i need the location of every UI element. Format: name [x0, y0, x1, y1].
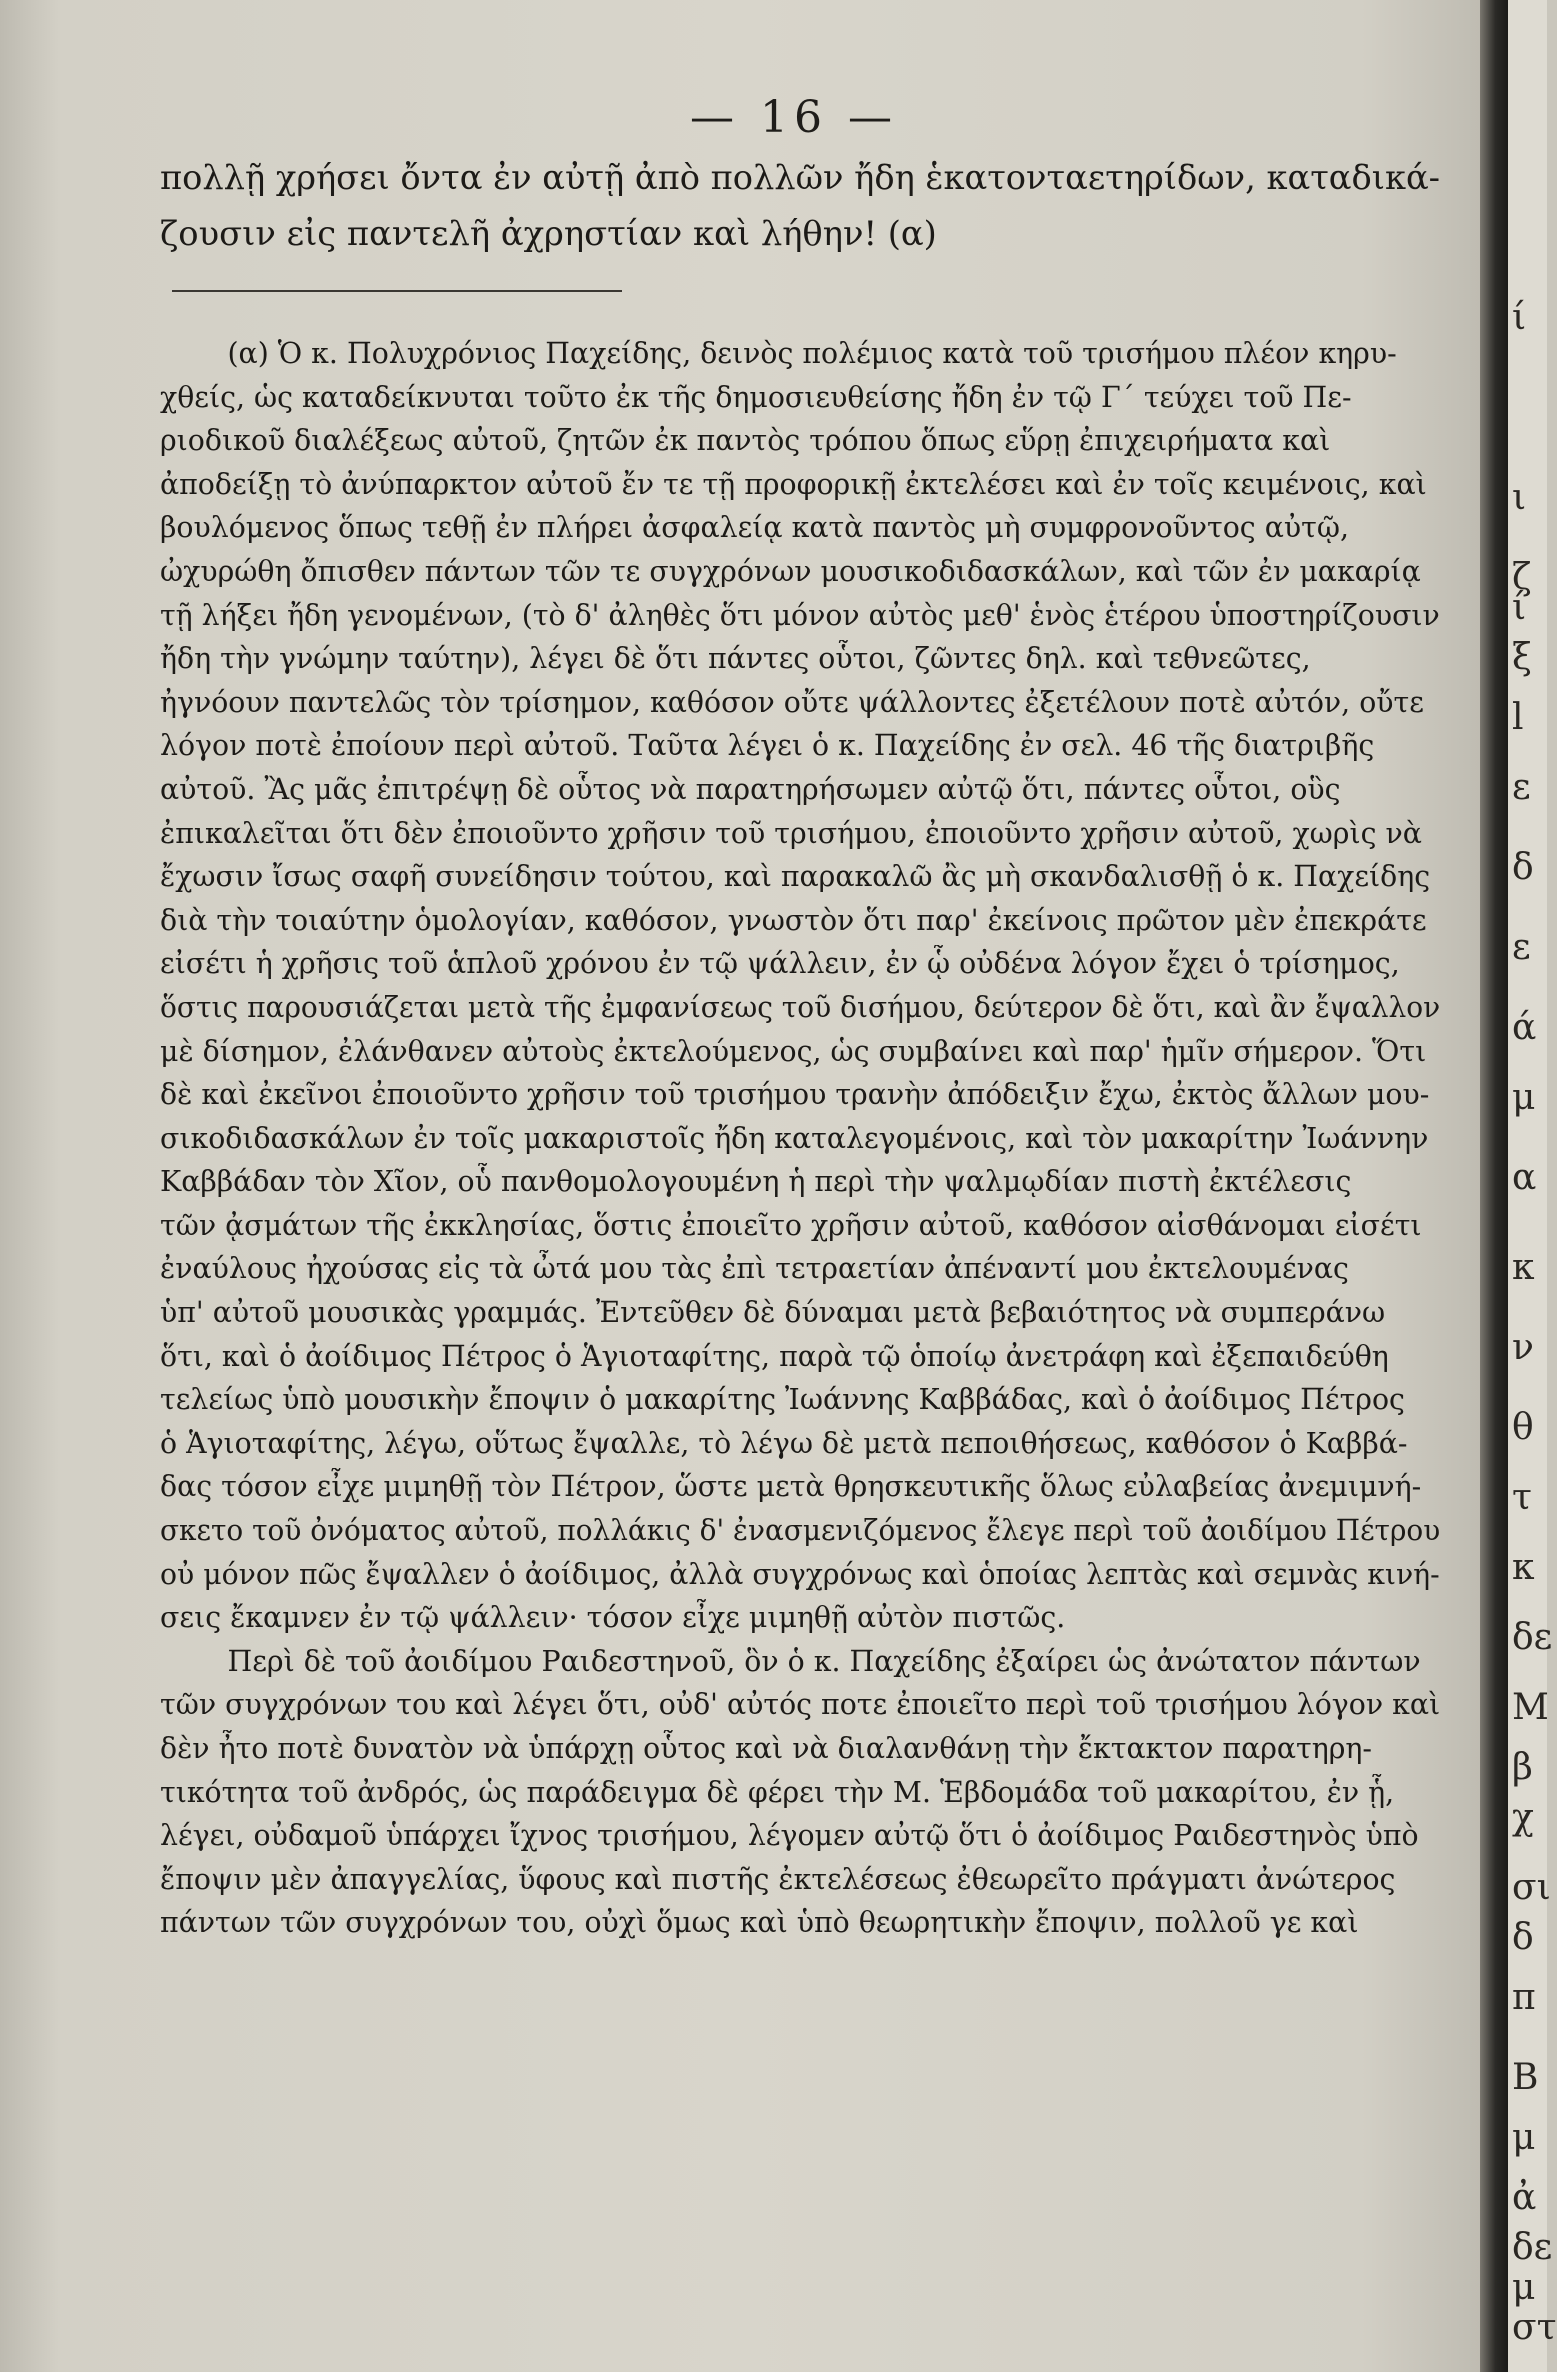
adjacent-page-character: ε [1512, 927, 1531, 968]
adjacent-page-character: π [1512, 1977, 1536, 2018]
footnote-line: ἠγνόουν παντελῶς τὸν τρίσημον, καθόσον οὔτε ψάλλοντες ἐξετέλουν ποτὲ αὐτόν, οὔτε [160, 684, 1424, 719]
footnote-line: ὑπ' αὐτοῦ μουσικὰς γραμμάς. Ἐντεῦθεν δὲ δύναμαι μετὰ βεβαιότητος νὰ συμπεράνω [160, 1295, 1386, 1330]
adjacent-page-character: Β [1512, 2057, 1539, 2098]
footnote-line: σεις ἔκαμνεν ἐν τῷ ψάλλειν· τόσον εἶχε μιμηθῇ αὐτὸν πιστῶς. [160, 1600, 1066, 1635]
footnote-line: δὲν ἦτο ποτὲ δυνατὸν νὰ ὑπάρχῃ οὗτος καὶ νὰ διαλανθάνῃ τὴν ἔκτακτον παρατηρη- [160, 1731, 1373, 1765]
footnote-line: τῶν συγχρόνων του καὶ λέγει ὅτι, οὐδ' αὐτός ποτε ἐποιεῖτο περὶ τοῦ τρισήμου λόγον καὶ [160, 1687, 1441, 1722]
adjacent-page-character: ί [1512, 587, 1527, 628]
adjacent-page-character: l [1512, 697, 1524, 738]
footnote-line: ἐπικαλεῖται ὅτι δὲν ἐποιοῦντο χρῆσιν τοῦ τρισήμου, ἐποιοῦντο χρῆσιν αὐτοῦ, χωρὶς νὰ [160, 815, 1422, 850]
footnote-line: ἤδη τὴν γνώμην ταύτην), λέγει δὲ ὅτι πάντες οὗτοι, ζῶντες δηλ. καὶ τεθνεῶτες, [160, 641, 1311, 676]
footnote-line: δὲ καὶ ἐκεῖνοι ἐποιοῦντο χρῆσιν τοῦ τρισήμου τρανὴν ἀπόδειξιν ἔχω, ἐκτὸς ἄλλων μου- [160, 1077, 1430, 1112]
footnote [160, 332, 1450, 1945]
adjacent-page-character: μ [1512, 2117, 1536, 2158]
main-text [160, 150, 1450, 262]
adjacent-page-character: α [1512, 1157, 1537, 1198]
adjacent-page-character: σι [1512, 1867, 1551, 1908]
adjacent-page-character: ε [1512, 767, 1531, 808]
adjacent-page-character: Μ [1512, 1687, 1549, 1728]
footnote-line: λόγον ποτὲ ἐποίουν περὶ αὐτοῦ. Ταῦτα λέγει ὁ κ. Παχείδης ἐν σελ. 46 τῆς διατριβῆς [160, 728, 1375, 763]
text-line: ζουσιν εἰς παντελῆ ἀχρηστίαν καὶ λήθην! (α) [160, 214, 937, 254]
adjacent-page-character: ν [1512, 1327, 1534, 1368]
footnote-line: τικότητα τοῦ ἀνδρός, ὡς παράδειγμα δὲ φέρει τὴν Μ. Ἑβδομάδα τοῦ μακαρίτου, ἐν ᾗ, [160, 1774, 1395, 1809]
footnote-line: Καββάδαν τὸν Χῖον, οὗ πανθομολογουμένη ἡ περὶ τὴν ψαλμῳδίαν πιστὴ ἐκτέλεσις [160, 1164, 1352, 1199]
adjacent-page-character: ἀ [1512, 2177, 1537, 2218]
adjacent-page-character: δε [1512, 1617, 1553, 1658]
book-spine-shadow [1480, 0, 1508, 2372]
page-number: — 16 — [690, 92, 898, 143]
adjacent-page-character: ί [1512, 297, 1527, 338]
page-text [160, 150, 1450, 1945]
adjacent-page-character: ά [1512, 1007, 1537, 1048]
footnote-line: ἀποδείξῃ τὸ ἀνύπαρκτον αὐτοῦ ἔν τε τῇ προφορικῇ ἐκτελέσει καὶ ἐν τοῖς κειμένοις, καὶ [160, 466, 1427, 501]
footnote-line: τελείως ὑπὸ μουσικὴν ἔποψιν ὁ μακαρίτης Ἰωάννης Καββάδας, καὶ ὁ ἀοίδιμος Πέτρος [160, 1382, 1405, 1417]
footnote-separator [172, 290, 622, 292]
footnote-line: μὲ δίσημον, ἐλάνθανεν αὐτοὺς ἐκτελούμενος, ὡς συμβαίνει καὶ παρ' ἡμῖν σήμερον. Ὅτι [160, 1033, 1427, 1068]
adjacent-page-character: δ [1512, 1917, 1534, 1958]
text-line: πολλῇ χρήσει ὄντα ἐν αὐτῇ ἀπὸ πολλῶν ἤδη ἑκατονταετηρίδων, καταδικά- [160, 158, 1441, 198]
adjacent-page-character: κ [1512, 1547, 1535, 1588]
adjacent-page-character: τ [1512, 1477, 1532, 1518]
footnote-line: (α) Ὁ κ. Πολυχρόνιος Παχείδης, δεινὸς πολέμιος κατὰ τοῦ τρισήμου πλέον κηρυ- [227, 336, 1397, 370]
footnote-line: ὅτι, καὶ ὁ ἀοίδιμος Πέτρος ὁ Ἁγιοταφίτης, παρὰ τῷ ὁποίῳ ἀνετράφη καὶ ἐξεπαιδεύθη [160, 1338, 1389, 1373]
adjacent-page-character: μ [1512, 2267, 1536, 2308]
footnote-line: σκετο τοῦ ὀνόματος αὐτοῦ, πολλάκις δ' ἐνασμενιζόμενος ἔλεγε περὶ τοῦ ἀοιδίμου Πέτρου [160, 1513, 1441, 1548]
adjacent-page-character: ξ [1512, 637, 1532, 678]
footnote-line: πάντων τῶν συγχρόνων του, οὐχὶ ὅμως καὶ ὑπὸ θεωρητικὴν ἔποψιν, πολλοῦ γε καὶ [160, 1905, 1359, 1940]
adjacent-page-character: θ [1512, 1407, 1534, 1448]
footnote-line: βουλόμενος ὅπως τεθῇ ἐν πλήρει ἀσφαλείᾳ κατὰ παντὸς μὴ συμφρονοῦντος αὐτῷ, [160, 510, 1349, 545]
footnote-line: Περὶ δὲ τοῦ ἀοιδίμου Ραιδεστηνοῦ, ὃν ὁ κ. Παχείδης ἐξαίρει ὡς ἀνώτατον πάντων [227, 1643, 1421, 1678]
footnote-line: σικοδιδασκάλων ἐν τοῖς μακαριστοῖς ἤδη καταλεγομένοις, καὶ τὸν μακαρίτην Ἰωάννην [160, 1120, 1429, 1155]
adjacent-page-character: ζ [1512, 557, 1532, 598]
adjacent-page-character: κ [1512, 1247, 1535, 1288]
footnote-line: χθείς, ὡς καταδείκνυται τοῦτο ἐκ τῆς δημοσιευθείσης ἤδη ἐν τῷ Γ´ τεύχει τοῦ Πε- [160, 379, 1352, 414]
footnote-line: ἐναύλους ἠχούσας εἰς τὰ ὦτά μου τὰς ἐπὶ τετραετίαν ἀπέναντί μου ἐκτελουμένας [160, 1251, 1349, 1286]
footnote-line: λέγει, οὐδαμοῦ ὑπάρχει ἴχνος τρισήμου, λέγομεν αὐτῷ ὅτι ὁ ἀοίδιμος Ραιδεστηνὸς ὑπὸ [160, 1818, 1419, 1853]
footnote-line: εἰσέτι ἡ χρῆσις τοῦ ἁπλοῦ χρόνου ἐν τῷ ψάλλειν, ἐν ᾧ οὐδένα λόγον ἔχει ὁ τρίσημος, [160, 946, 1400, 981]
footnote-line: ὁ Ἁγιοταφίτης, λέγω, οὕτως ἔψαλλε, τὸ λέγω δὲ μετὰ πεποιθήσεως, καθόσον ὁ Καββά- [160, 1425, 1408, 1460]
adjacent-page-character: β [1512, 1747, 1533, 1788]
footnote-line: διὰ τὴν τοιαύτην ὁμολογίαν, καθόσον, γνωστὸν ὅτι παρ' ἐκείνοις πρῶτον μὲν ἐπεκράτε [160, 902, 1427, 937]
footnote-line: ἔχωσιν ἴσως σαφῆ συνείδησιν τούτου, καὶ παρακαλῶ ἂς μὴ σκανδαλισθῇ ὁ κ. Παχείδης [160, 859, 1431, 894]
footnote-line: αὐτοῦ. Ἂς μᾶς ἐπιτρέψῃ δὲ οὗτος νὰ παρατηρήσωμεν αὐτῷ ὅτι, πάντες οὗτοι, οὓς [160, 771, 1341, 806]
footnote-line: τῇ λήξει ἤδη γενομένων, (τὸ δ' ἀληθὲς ὅτι μόνον αὐτὸς μεθ' ἑνὸς ἑτέρου ὑποστηρίζουσιν [160, 597, 1440, 632]
footnote-line: ριοδικοῦ διαλέξεως αὐτοῦ, ζητῶν ἐκ παντὸς τρόπου ὅπως εὕρῃ ἐπιχειρήματα καὶ [160, 423, 1331, 458]
adjacent-page-character: στ [1512, 2307, 1557, 2348]
footnote-line: δας τόσον εἶχε μιμηθῇ τὸν Πέτρον, ὥστε μετὰ θρησκευτικῆς ὅλως εὐλαβείας ἀνεμιμνή- [160, 1469, 1422, 1504]
footnote-line: ἔποψιν μὲν ἀπαγγελίας, ὕφους καὶ πιστῆς ἐκτελέσεως ἐθεωρεῖτο πράγματι ἀνώτερος [160, 1861, 1396, 1896]
footnote-line: ὅστις παρουσιάζεται μετὰ τῆς ἐμφανίσεως τοῦ δισήμου, δεύτερον δὲ ὅτι, καὶ ἂν ἔψαλλον [160, 989, 1441, 1024]
adjacent-page-character: δ [1512, 847, 1534, 888]
footnote-line: οὐ μόνον πῶς ἔψαλλεν ὁ ἀοίδιμος, ἀλλὰ συγχρόνως καὶ ὁποίας λεπτὰς καὶ σεμνὰς κινή- [160, 1556, 1440, 1591]
adjacent-page-character: χ [1512, 1797, 1534, 1838]
adjacent-page-edge [1508, 0, 1557, 2372]
adjacent-page-character: δε [1512, 2227, 1553, 2268]
footnote-line: τῶν ᾀσμάτων τῆς ἐκκλησίας, ὅστις ἐποιεῖτο χρῆσιν αὐτοῦ, καθόσον αἰσθάνομαι εἰσέτι [160, 1207, 1422, 1242]
footnote-line: ὠχυρώθη ὄπισθεν πάντων τῶν τε συγχρόνων μουσικοδιδασκάλων, καὶ τῶν ἐν μακαρίᾳ [160, 553, 1421, 588]
adjacent-page-character: ι [1512, 477, 1527, 518]
adjacent-page-character: μ [1512, 1077, 1536, 1118]
